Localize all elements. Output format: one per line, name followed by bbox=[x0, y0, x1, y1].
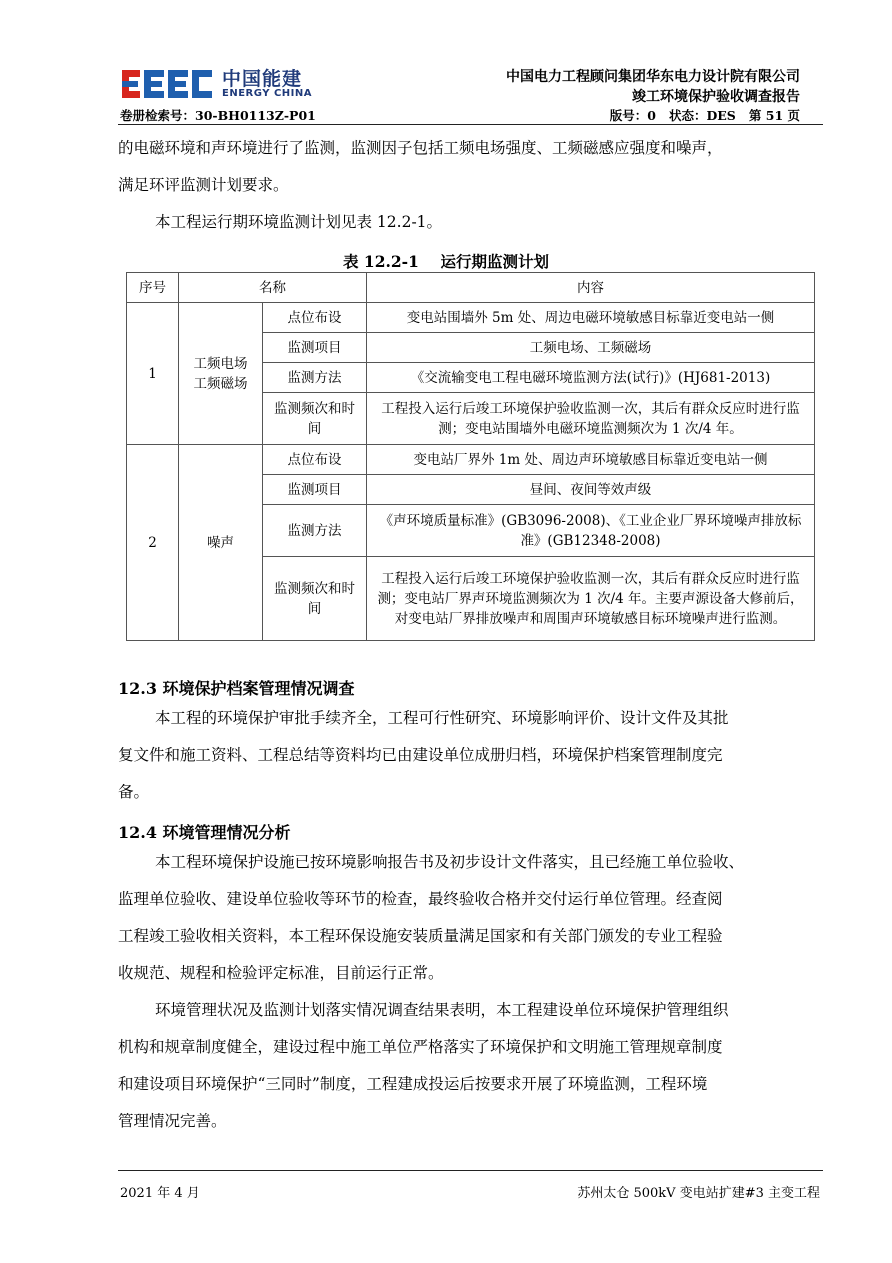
item-cell: 监测频次和时间 bbox=[263, 393, 367, 445]
logo-text-en: ENERGY CHINA bbox=[222, 88, 312, 99]
para1-line2: 满足环评监测计划要求。 bbox=[118, 176, 289, 194]
sec124b-line4: 管理情况完善。 bbox=[118, 1112, 227, 1130]
content-cell: 《交流输变电工程电磁环境监测方法(试行)》(HJ681-2013) bbox=[367, 363, 815, 393]
item-cell: 点位布设 bbox=[263, 303, 367, 333]
content-cell: 工程投入运行后竣工环境保护验收监测一次，其后有群众反应时进行监测；变电站围墙外电磁环境监测频次为 1 次/4 年。 bbox=[367, 393, 815, 445]
header-name: 名称 bbox=[179, 273, 367, 303]
sec124b-line3: 和建设项目环境保护“三同时”制度，工程建成投运后按要求开展了环境监测，工程环境 bbox=[118, 1075, 708, 1093]
table-row bbox=[127, 445, 815, 475]
header-divider bbox=[118, 124, 823, 125]
sec124a-line1: 本工程环境保护设施已按环境影响报告书及初步设计文件落实，且已经施工单位验收、 bbox=[155, 853, 745, 871]
content-cell: 昼间、夜间等效声级 bbox=[367, 475, 815, 505]
report-title: 竣工环境保护验收调查报告 bbox=[632, 89, 800, 105]
content-cell: 变电站厂界外 1m 处、周边声环境敏感目标靠近变电站一侧 bbox=[367, 445, 815, 475]
sec123-line1: 本工程的环境保护审批手续齐全，工程可行性研究、环境影响评价、设计文件及其批 bbox=[155, 709, 729, 727]
item-cell: 监测方法 bbox=[263, 505, 367, 557]
sec124b-line2: 机构和规章制度健全，建设过程中施工单位严格落实了环境保护和文明施工管理规章制度 bbox=[118, 1038, 723, 1056]
header-content: 内容 bbox=[367, 273, 815, 303]
energy-china-logo bbox=[120, 66, 216, 102]
sec124a-line3: 工程竣工验收相关资料，本工程环保设施安装质量满足国家和有关部门颁发的专业工程验 bbox=[118, 927, 723, 945]
table-header-row bbox=[127, 273, 815, 303]
volume-label: 卷册检索号：30-BH0113Z-P01 bbox=[120, 108, 316, 123]
sec124a-line4: 收规范、规程和检验评定标准，目前运行正常。 bbox=[118, 964, 444, 982]
item-cell: 监测方法 bbox=[263, 363, 367, 393]
monitoring-plan-table bbox=[126, 272, 815, 641]
section-12-4-title: 12.4 环境管理情况分析 bbox=[118, 823, 291, 842]
item-cell: 监测项目 bbox=[263, 475, 367, 505]
version-line: 版号：0 状态：DES 第 51 页 bbox=[609, 108, 800, 123]
item-cell: 监测项目 bbox=[263, 333, 367, 363]
footer-date: 2021 年 4 月 bbox=[120, 1186, 200, 1201]
group1-name-line2: 工频磁场 bbox=[193, 375, 248, 392]
sec123-line3: 备。 bbox=[118, 783, 150, 801]
header-no: 序号 bbox=[127, 273, 179, 303]
para1-line1: 的电磁环境和声环境进行了监测，监测因子包括工频电场强度、工频磁感应强度和噪声， bbox=[118, 139, 723, 157]
sec123-line2: 复文件和施工资料、工程总结等资料均已由建设单位成册归档，环境保护档案管理制度完 bbox=[118, 746, 723, 764]
group2-no: 2 bbox=[127, 445, 179, 641]
item-cell: 点位布设 bbox=[263, 445, 367, 475]
footer-project: 苏州太仓 500kV 变电站扩建#3 主变工程 bbox=[577, 1186, 820, 1201]
content-cell: 变电站围墙外 5m 处、周边电磁环境敏感目标靠近变电站一侧 bbox=[367, 303, 815, 333]
table-row bbox=[127, 303, 815, 333]
content-cell: 《声环境质量标准》(GB3096-2008)、《工业企业厂界环境噪声排放标准》(GB12348-2008) bbox=[367, 505, 815, 557]
sec124a-line2: 监理单位验收、建设单位验收等环节的检查，最终验收合格并交付运行单位管理。经查阅 bbox=[118, 890, 723, 908]
section-12-3-title: 12.3 环境保护档案管理情况调查 bbox=[118, 679, 355, 698]
content-cell: 工程投入运行后竣工环境保护验收监测一次，其后有群众反应时进行监测；变电站厂界声环境监测频次为 1 次/4 年。主要声源设备大修前后，对变电站厂界排放噪声和周围声环境敏感目标环境噪声进行监测。 bbox=[367, 557, 815, 641]
sec124b-line1: 环境管理状况及监测计划落实情况调查结果表明，本工程建设单位环境保护管理组织 bbox=[155, 1001, 729, 1019]
company-name: 中国电力工程顾问集团华东电力设计院有限公司 bbox=[506, 69, 800, 85]
group1-no: 1 bbox=[127, 303, 179, 445]
footer-divider bbox=[118, 1170, 823, 1171]
content-cell: 工频电场、工频磁场 bbox=[367, 333, 815, 363]
group1-name bbox=[179, 303, 263, 445]
logo-text-cn: 中国能建 bbox=[222, 68, 303, 90]
group1-name-line1: 工频电场 bbox=[193, 355, 248, 372]
table-caption: 表 12.2-1 运行期监测计划 bbox=[343, 252, 549, 271]
group2-name: 噪声 bbox=[179, 445, 263, 641]
para2: 本工程运行期环境监测计划见表 12.2-1。 bbox=[155, 213, 443, 231]
item-cell: 监测频次和时间 bbox=[263, 557, 367, 641]
